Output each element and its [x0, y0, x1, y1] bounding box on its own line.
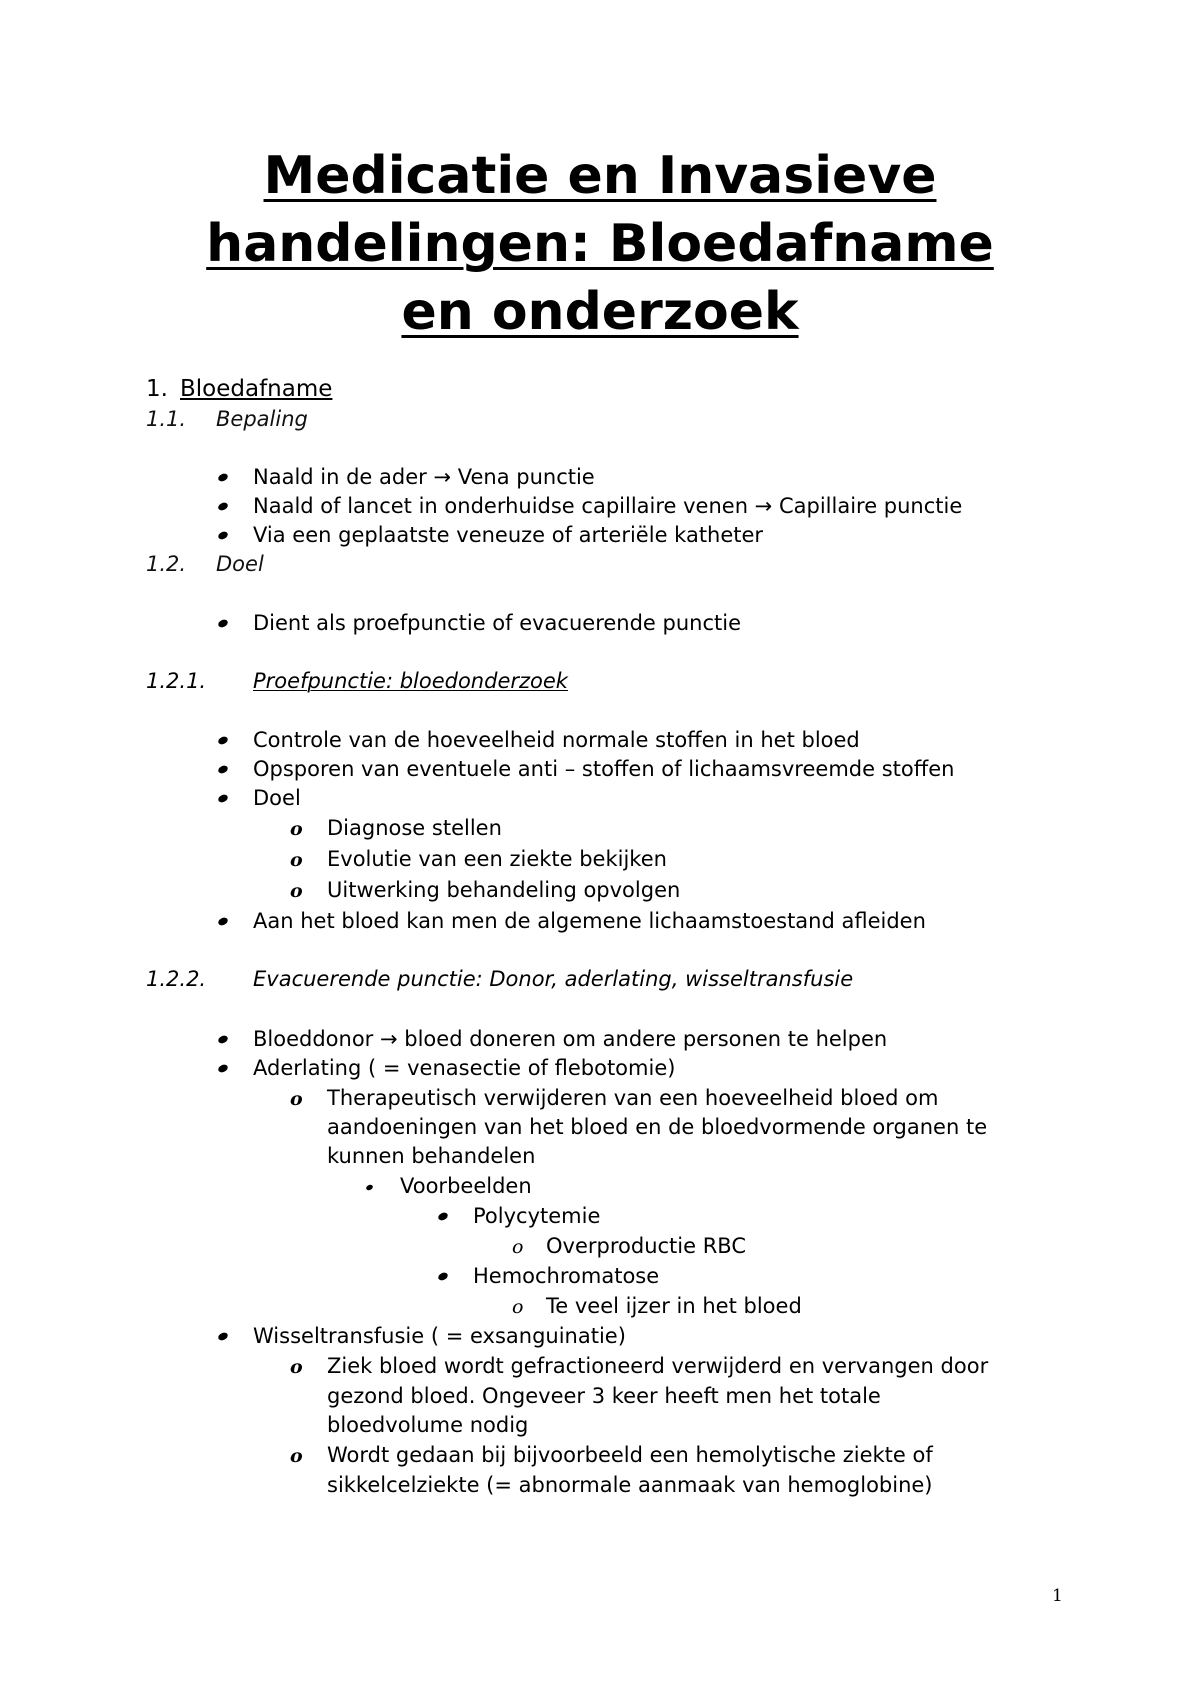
heading-1-1-bepaling	[146, 405, 546, 434]
list-item: Polycytemie	[212, 1202, 1112, 1231]
list-item: Aan het bloed kan men de algemene lichaamstoestand afleiden	[212, 907, 1112, 936]
hollow-bullet-icon: o	[290, 1356, 303, 1378]
hollow-bullet-icon: o	[290, 1445, 303, 1467]
bullet-icon	[217, 501, 229, 512]
list-item: o Uitwerking behandeling opvolgen	[212, 876, 1112, 905]
list-item: o Te veel ijzer in het bloed	[212, 1292, 1112, 1321]
hollow-bullet-icon: o	[290, 1088, 303, 1110]
list-item: o Therapeutisch verwijderen van een hoeveelheid bloed om	[212, 1084, 1112, 1113]
list-item: o Diagnose stellen	[212, 814, 1112, 843]
list-item: Hemochromatose	[212, 1262, 1112, 1291]
title-line-1: Medicatie en Invasieve	[263, 146, 937, 206]
heading-number: 1.	[146, 376, 168, 402]
bullet-icon	[217, 1034, 229, 1045]
list-item: Bloeddonor → bloed doneren om andere personen te helpen	[212, 1025, 1112, 1054]
heading-number: 1.2.	[146, 552, 187, 576]
hollow-bullet-icon: o	[290, 880, 303, 902]
list-item: Controle van de hoeveelheid normale stoffen in het bloed	[212, 726, 1112, 755]
list-item: o Wordt gedaan bij bijvoorbeeld een hemolytische ziekte of	[212, 1441, 1112, 1470]
title-line-2: handelingen: Bloedafname	[206, 214, 994, 274]
heading-number: 1.2.1.	[146, 669, 207, 693]
heading-label: Doel	[216, 552, 264, 576]
list-item: Via een geplaatste veneuze of arteriële katheter	[212, 521, 1112, 550]
bullet-icon	[217, 916, 229, 927]
hollow-bullet-icon: o	[290, 818, 303, 840]
bullet-icon	[437, 1211, 449, 1222]
bullet-icon	[217, 1063, 229, 1074]
heading-1-2-2-evacuerende-punctie	[146, 965, 1046, 994]
list-item: Voorbeelden	[212, 1172, 1112, 1201]
list-item: o Evolutie van een ziekte bekijken	[212, 845, 1112, 874]
page-number: 1	[1052, 1586, 1063, 1606]
hollow-bullet-icon: o	[512, 1296, 524, 1318]
heading-label: Proefpunctie: bloedonderzoek	[253, 669, 568, 693]
bullet-icon	[217, 735, 229, 746]
list-item-continuation: kunnen behandelen	[327, 1144, 536, 1168]
list-item-continuation: aandoeningen van het bloed en de bloedvormende organen te	[327, 1115, 988, 1139]
heading-label: Bloedafname	[180, 376, 333, 402]
list-item: Naald in de ader → Vena punctie	[212, 463, 1112, 492]
list-item-continuation: bloedvolume nodig	[327, 1413, 529, 1437]
square-bullet-icon	[365, 1184, 373, 1191]
list-item: o Overproductie RBC	[212, 1232, 1112, 1261]
list-item-continuation: gezond bloed. Ongeveer 3 keer heeft men het totale	[327, 1384, 881, 1408]
list-item: o Ziek bloed wordt gefractioneerd verwijderd en vervangen door	[212, 1352, 1112, 1381]
list-item: Doel	[212, 784, 1112, 813]
bullet-icon	[217, 530, 229, 541]
heading-label: Evacuerende punctie: Donor, aderlating, wisseltransfusie	[253, 967, 854, 991]
bullet-icon	[217, 1331, 229, 1342]
list-item: Naald of lancet in onderhuidse capillaire venen → Capillaire punctie	[212, 492, 1112, 521]
heading-number: 1.1.	[146, 407, 187, 431]
list-item: Aderlating ( = venasectie of flebotomie)	[212, 1054, 1112, 1083]
document-title	[100, 142, 1100, 346]
bullet-icon	[437, 1271, 449, 1282]
list-item: Dient als proefpunctie of evacuerende punctie	[212, 609, 1112, 638]
list-item-continuation: sikkelcelziekte (= abnormale aanmaak van hemoglobine)	[327, 1473, 933, 1497]
heading-label: Bepaling	[216, 407, 308, 431]
heading-1-2-1-proefpunctie	[146, 667, 846, 696]
hollow-bullet-icon: o	[290, 849, 303, 871]
list-item: Opsporen van eventuele anti – stoffen of lichaamsvreemde stoffen	[212, 755, 1112, 784]
hollow-bullet-icon: o	[512, 1236, 524, 1258]
title-line-3: en onderzoek	[401, 282, 799, 342]
bullet-icon	[217, 472, 229, 483]
bullet-icon	[217, 764, 229, 775]
bullet-icon	[217, 618, 229, 629]
heading-1-bloedafname	[146, 374, 546, 404]
list-item: Wisseltransfusie ( = exsanguinatie)	[212, 1322, 1112, 1351]
heading-1-2-doel	[146, 550, 546, 579]
heading-number: 1.2.2.	[146, 967, 207, 991]
bullet-icon	[217, 793, 229, 804]
